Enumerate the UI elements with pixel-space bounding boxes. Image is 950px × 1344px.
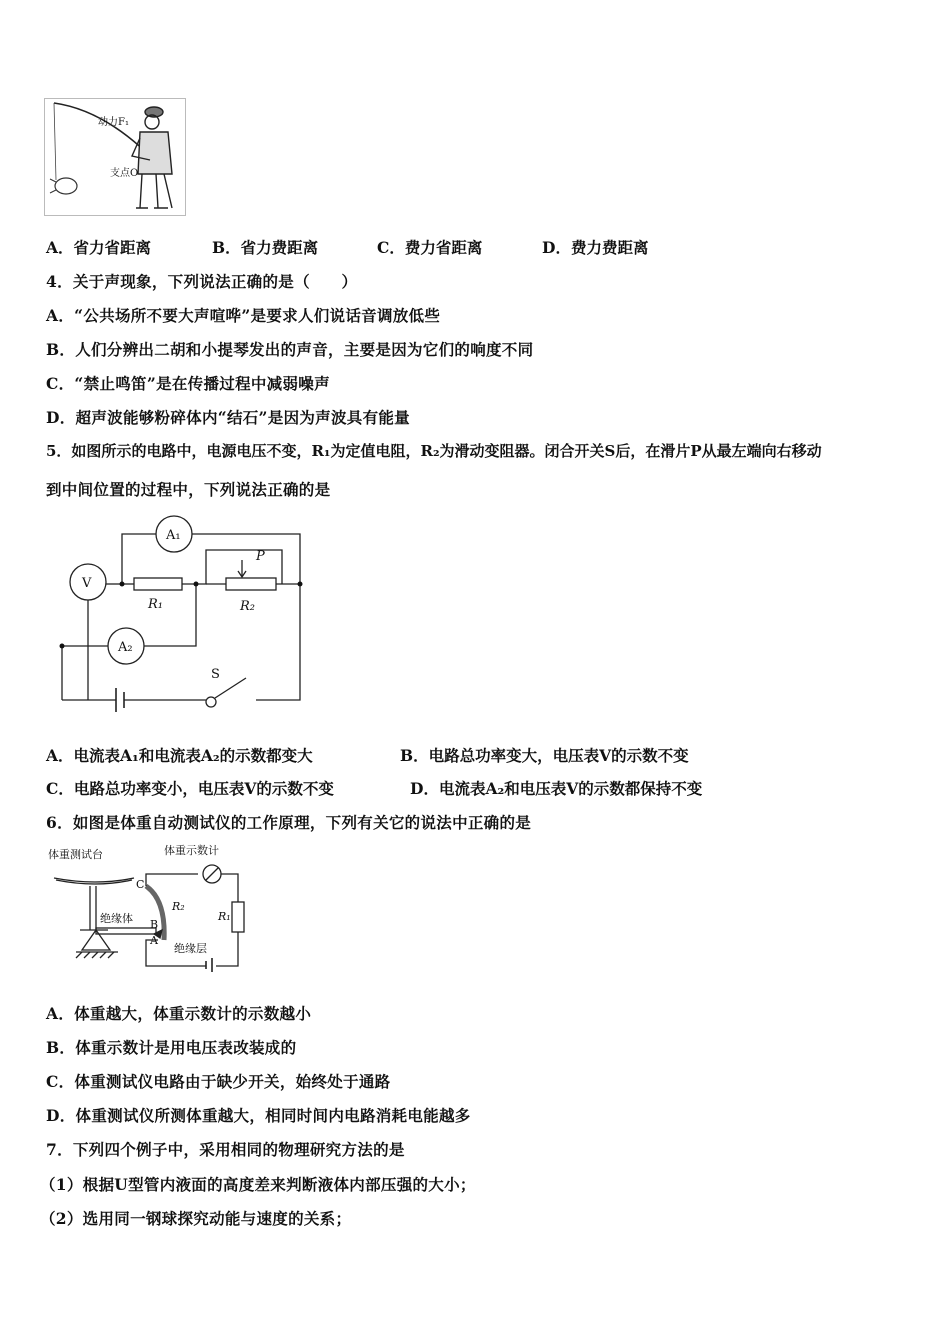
label-platform: 体重测试台 <box>48 848 103 861</box>
label-insulating-layer: 绝缘层 <box>174 942 207 955</box>
force-label: 动力F₁ <box>98 117 129 128</box>
q3-option-a: A．省力省距离 <box>46 238 152 257</box>
label-insulator: 绝缘体 <box>100 912 133 925</box>
battery <box>206 958 212 972</box>
label-r2: R₂ <box>240 599 255 614</box>
q6-option-a: A．体重越大，体重示数计的示数越小 <box>46 1004 312 1023</box>
resistor-r1 <box>134 578 182 590</box>
label-s: S <box>211 667 220 682</box>
battery <box>116 688 124 712</box>
label-a2: A₂ <box>118 640 133 655</box>
label-r1: R₁ <box>218 910 231 923</box>
label-meter: 体重示数计 <box>164 844 219 857</box>
q5-stem-line2: 到中间位置的过程中，下列说法正确的是 <box>46 480 331 499</box>
fishing-figure <box>44 98 186 216</box>
label-a1: A₁ <box>166 528 181 543</box>
q5-option-c: C．电路总功率变小，电压表V的示数不变 <box>46 779 334 798</box>
label-b: B <box>150 918 159 931</box>
resistor-r2 <box>226 578 276 590</box>
q7-item-2: （2）选用同一钢球探究动能与速度的关系； <box>40 1209 352 1228</box>
fish <box>55 178 77 194</box>
circuit-diagram <box>56 512 312 726</box>
slider-p <box>238 560 246 577</box>
q6-option-c: C．体重测试仪电路由于缺少开关，始终处于通路 <box>46 1072 391 1091</box>
label-a: A <box>150 934 158 947</box>
switch-s <box>206 697 216 707</box>
resistor-r1 <box>232 902 244 932</box>
q4-stem: 4．关于声现象，下列说法正确的是（ ） <box>46 272 358 291</box>
weight-tester-figure <box>46 840 246 972</box>
q6-stem: 6．如图是体重自动测试仪的工作原理，下列有关它的说法中正确的是 <box>46 813 532 832</box>
q5-option-b: B．电路总功率变大，电压表V的示数不变 <box>400 746 689 765</box>
q6-option-b: B．体重示数计是用电压表改装成的 <box>46 1038 297 1057</box>
q3-option-b: B．省力费距离 <box>212 238 319 257</box>
q7-stem: 7．下列四个例子中，采用相同的物理研究方法的是 <box>46 1140 405 1159</box>
q5-option-d: D．电流表A₂和电压表V的示数都保持不变 <box>410 779 703 798</box>
q5-option-a: A．电流表A₁和电流表A₂的示数都变大 <box>46 746 313 765</box>
label-v: V <box>82 576 92 591</box>
label-c: C <box>136 878 145 891</box>
q3-option-d: D．费力费距离 <box>542 238 649 257</box>
fisherman <box>132 107 172 208</box>
q6-option-d: D．体重测试仪所测体重越大，相同时间内电路消耗电能越多 <box>46 1106 471 1125</box>
q4-option-b: B．人们分辨出二胡和小提琴发出的声音，主要是因为它们的响度不同 <box>46 340 534 359</box>
q4-option-d: D．超声波能够粉碎体内“结石”是因为声波具有能量 <box>46 408 410 427</box>
q5-stem-line1: 5．如图所示的电路中，电源电压不变，R₁为定值电阻，R₂为滑动变阻器。闭合开关S后，在滑片P从最左端向右移动 <box>46 442 822 460</box>
q4-option-c: C．“禁止鸣笛”是在传播过程中减弱噪声 <box>46 374 330 393</box>
q4-option-a: A．“公共场所不要大声喧哗”是要求人们说话音调放低些 <box>46 306 441 325</box>
label-p: P <box>256 549 265 564</box>
fishing-line <box>54 103 56 180</box>
fishing-rod <box>54 103 152 158</box>
q3-option-c: C．费力省距离 <box>377 238 483 257</box>
pivot-label: 支点O <box>110 168 139 179</box>
label-r2: R₂ <box>172 900 185 913</box>
q7-item-1: （1）根据U型管内液面的高度差来判断液体内部压强的大小； <box>40 1175 476 1194</box>
label-r1: R₁ <box>148 597 163 612</box>
